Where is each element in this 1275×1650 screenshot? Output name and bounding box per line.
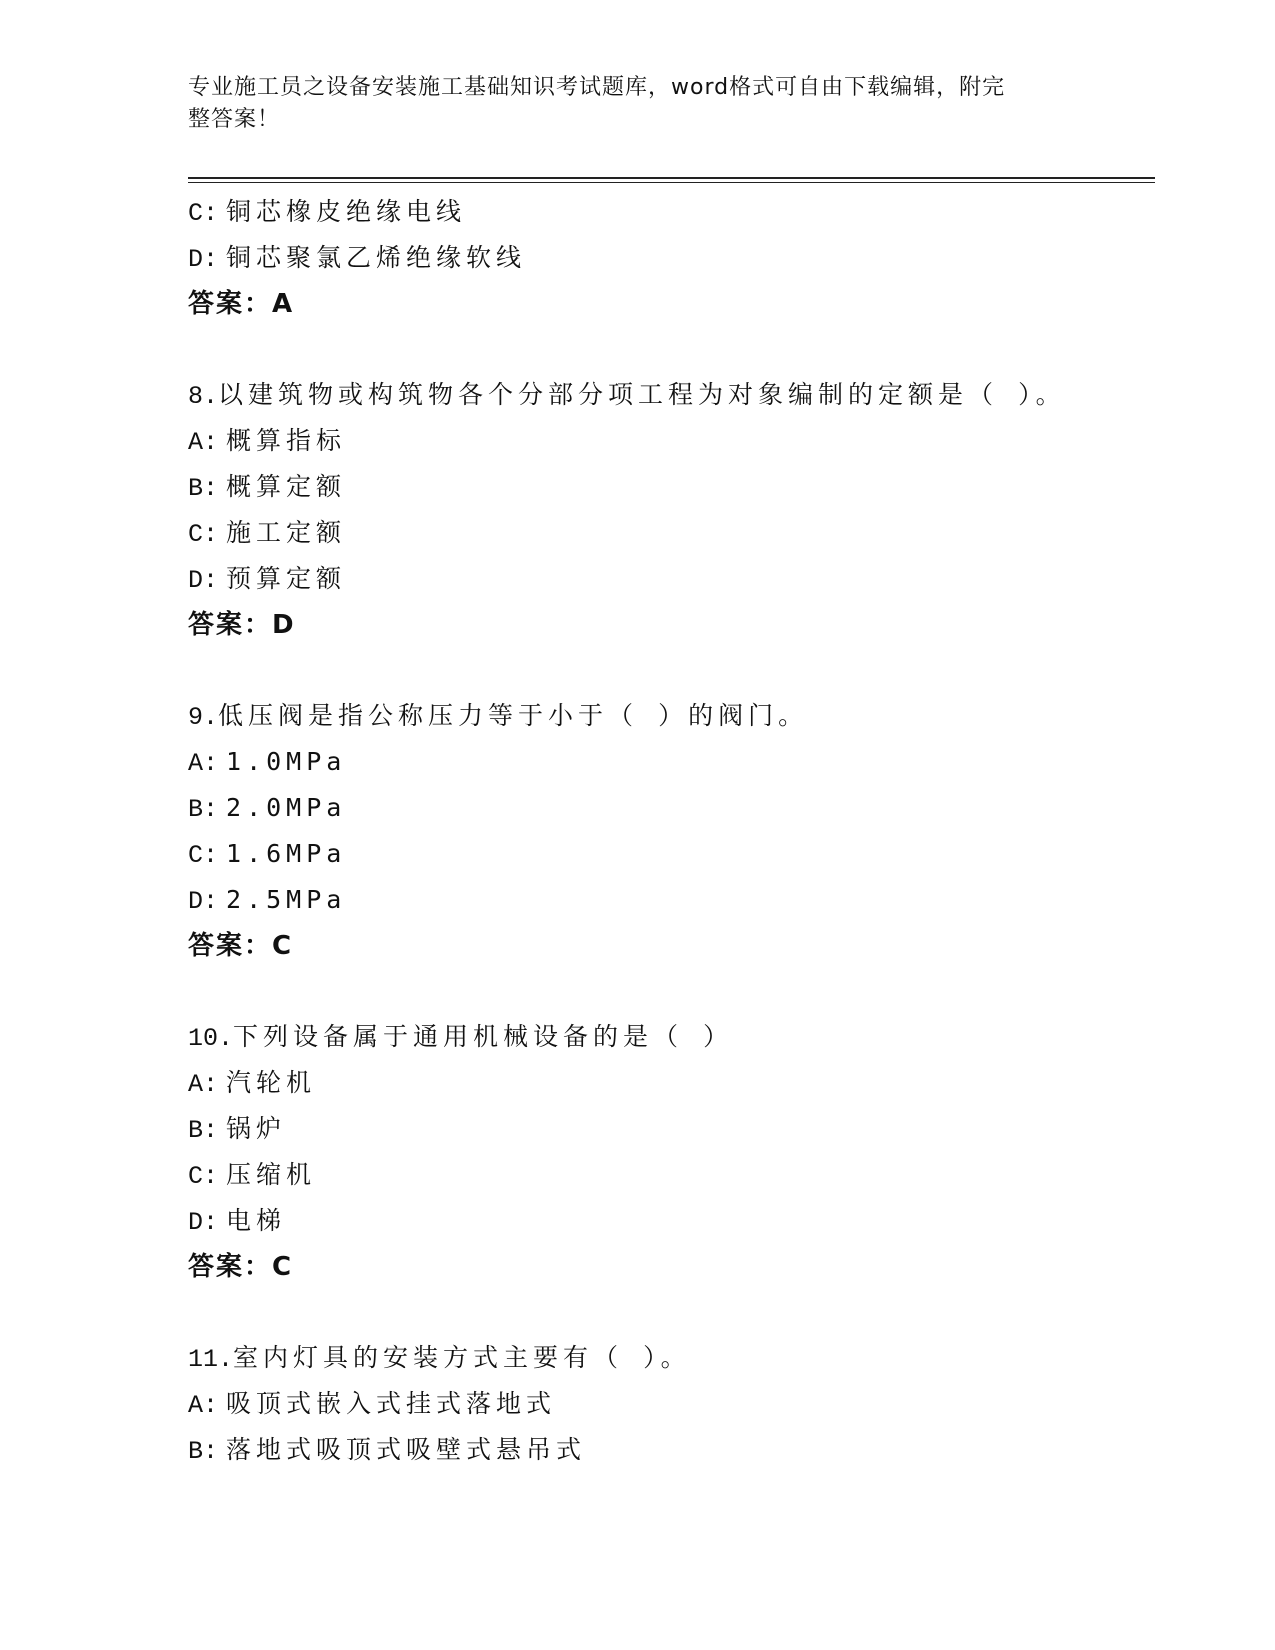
question-stem — [188, 372, 1155, 418]
option-label: D: — [188, 1208, 219, 1237]
header-divider-bottom — [188, 182, 1155, 183]
option-text: 1.0MPa — [226, 747, 347, 776]
option-a — [188, 1381, 1155, 1427]
option-text: 施工定额 — [226, 518, 347, 547]
option-label: A: — [188, 1070, 219, 1099]
option-label: D: — [188, 245, 219, 274]
question-7-continuation — [188, 189, 1155, 327]
option-label: C: — [188, 841, 219, 870]
option-c — [188, 189, 1155, 235]
option-b — [188, 785, 1155, 831]
document-header — [188, 72, 1068, 136]
option-a — [188, 418, 1155, 464]
option-text: 锅炉 — [226, 1114, 287, 1143]
option-label: C: — [188, 1162, 219, 1191]
option-label: A: — [188, 428, 219, 457]
option-b — [188, 1427, 1155, 1473]
option-text: 铜芯聚氯乙烯绝缘软线 — [226, 243, 527, 272]
option-label: B: — [188, 1116, 219, 1145]
option-label: C: — [188, 520, 219, 549]
option-label: C: — [188, 199, 219, 228]
question-stem — [188, 1335, 1155, 1381]
option-b — [188, 1106, 1155, 1152]
option-text: 吸顶式嵌入式挂式落地式 — [226, 1389, 557, 1418]
question-9 — [188, 693, 1155, 969]
answer: 答案：C — [188, 931, 294, 961]
answer: 答案：C — [188, 1252, 294, 1282]
question-8 — [188, 372, 1155, 648]
option-label: B: — [188, 795, 219, 824]
question-text: 室内灯具的安装方式主要有（ ）。 — [233, 1343, 691, 1372]
option-text: 2.5MPa — [226, 885, 347, 914]
option-text: 汽轮机 — [226, 1068, 317, 1097]
header-line-1: 专业施工员之设备安装施工基础知识考试题库，word格式可自由下载编辑，附完 — [188, 75, 1006, 100]
option-text: 落地式吸顶式吸壁式悬吊式 — [226, 1435, 587, 1464]
question-text: 下列设备属于通用机械设备的是（ ） — [233, 1022, 734, 1051]
option-text: 铜芯橡皮绝缘电线 — [226, 197, 467, 226]
option-label: B: — [188, 474, 219, 503]
option-text: 2.0MPa — [226, 793, 347, 822]
question-number: 8. — [188, 382, 219, 411]
option-text: 概算定额 — [226, 472, 347, 501]
option-c — [188, 510, 1155, 556]
question-text: 低压阀是指公称压力等于小于（ ）的阀门。 — [218, 701, 809, 730]
option-text: 预算定额 — [226, 564, 347, 593]
option-c — [188, 1152, 1155, 1198]
answer: 答案：A — [188, 289, 295, 319]
option-label: D: — [188, 887, 219, 916]
option-text: 1.6MPa — [226, 839, 347, 868]
option-label: B: — [188, 1437, 219, 1466]
option-d — [188, 1198, 1155, 1244]
question-stem — [188, 1014, 1155, 1060]
option-label: D: — [188, 566, 219, 595]
option-a — [188, 1060, 1155, 1106]
question-11 — [188, 1335, 1155, 1473]
option-b — [188, 464, 1155, 510]
option-d — [188, 556, 1155, 602]
question-number: 11. — [188, 1345, 234, 1374]
option-a — [188, 739, 1155, 785]
option-d — [188, 877, 1155, 923]
question-stem — [188, 693, 1155, 739]
header-line-2: 整答案！ — [188, 107, 281, 132]
answer: 答案：D — [188, 610, 296, 640]
option-text: 概算指标 — [226, 426, 347, 455]
header-divider-top — [188, 177, 1155, 179]
option-text: 电梯 — [226, 1206, 287, 1235]
option-label: A: — [188, 1391, 219, 1420]
question-text: 以建筑物或构筑物各个分部分项工程为对象编制的定额是（ ）。 — [218, 380, 1066, 409]
option-c — [188, 831, 1155, 877]
question-list — [188, 189, 1155, 1473]
option-label: A: — [188, 749, 219, 778]
question-10 — [188, 1014, 1155, 1290]
option-text: 压缩机 — [226, 1160, 317, 1189]
option-d — [188, 235, 1155, 281]
question-number: 10. — [188, 1024, 234, 1053]
question-number: 9. — [188, 703, 219, 732]
